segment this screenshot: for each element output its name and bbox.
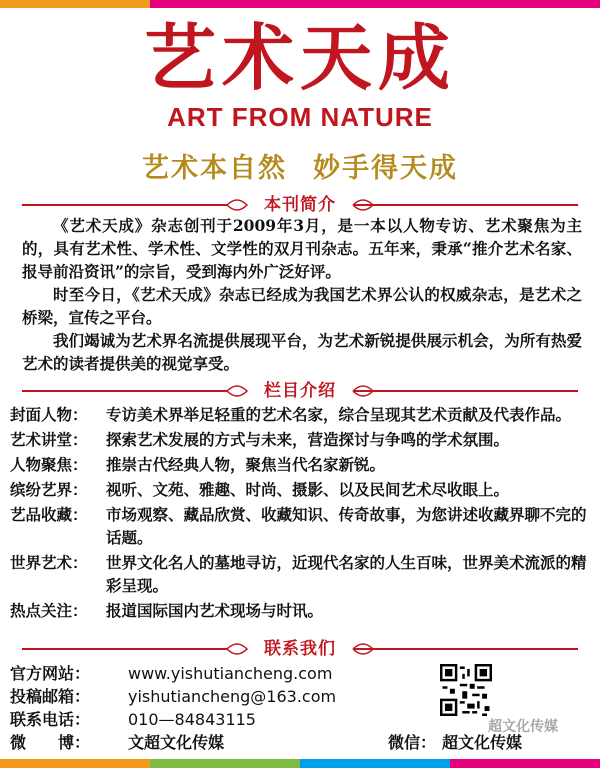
top-color-stripe xyxy=(0,0,600,8)
website-link[interactable]: www.yishutiancheng.com xyxy=(128,664,333,683)
bottom-color-stripe xyxy=(0,759,600,768)
list-item xyxy=(10,503,590,549)
column-text: 探索艺术发展的方式与未来，营造探讨与争鸣的学术氛围。 xyxy=(106,430,510,449)
list-item xyxy=(10,428,590,451)
wechat-label: 微信： 超文化传媒 xyxy=(388,733,523,752)
column-label: 热点关注： xyxy=(10,601,88,620)
column-text: 专访美术界举足轻重的艺术名家，综合呈现其艺术贡献及代表作品。 xyxy=(106,405,572,424)
tagline xyxy=(0,146,600,185)
column-label: 世界艺术： xyxy=(10,553,88,572)
column-text: 市场观察、藏品欣赏、收藏知识、传奇故事，为您讲述收藏界聊不完的话题。 xyxy=(106,505,587,547)
list-item xyxy=(10,551,590,597)
intro-text xyxy=(22,214,582,375)
watermark: 超文化传媒 xyxy=(488,719,558,735)
intro-paragraph: 《艺术天成》杂志创刊于2009年3月，是一本以人物专访、艺术聚焦为主的，具有艺术性、学术性、文学性的双月刊杂志。五年来，秉承“推介艺术名家、报导前沿资讯”的宗旨，受到海内外广泛好评。 xyxy=(22,216,582,281)
column-text: 报道国际国内艺术现场与时讯。 xyxy=(106,601,324,620)
contact-row-email xyxy=(10,685,430,708)
contact-label: 投稿邮箱： xyxy=(10,687,91,706)
magazine-logo xyxy=(0,14,600,133)
contact-heading-banner xyxy=(22,636,578,662)
contact-info xyxy=(10,662,430,754)
column-label: 艺术讲堂： xyxy=(10,430,88,449)
email-link[interactable]: yishutiancheng@163.com xyxy=(128,687,337,706)
intro-paragraph: 我们竭诚为艺术界名流提供展现平台，为艺术新锐提供展示机会，为所有热爱艺术的读者提供美的视觉享受。 xyxy=(22,331,582,373)
logo-subtitle: ART FROM NATURE xyxy=(167,102,433,132)
columns-list xyxy=(10,403,590,624)
column-text: 世界文化名人的墓地寻访，近现代名家的人生百味，世界美术流派的精彩呈现。 xyxy=(106,553,587,595)
tagline-right: 妙手得天成 xyxy=(313,153,458,184)
contact-row-website xyxy=(10,662,430,685)
qr-code-icon xyxy=(440,664,492,716)
columns-heading: 栏目介绍 xyxy=(264,381,336,401)
contact-label: 官方网站： xyxy=(10,664,91,683)
column-text: 推崇古代经典人物，聚焦当代名家新锐。 xyxy=(106,455,386,474)
weibo-account: 文超文化传媒 xyxy=(128,733,225,752)
contact-heading: 联系我们 xyxy=(264,639,336,659)
list-item xyxy=(10,599,590,622)
column-label: 人物聚焦： xyxy=(10,455,88,474)
column-label: 艺品收藏： xyxy=(10,505,88,524)
phone-number: 010—84843115 xyxy=(128,710,256,729)
logo-title: 艺术天成 xyxy=(143,16,456,100)
intro-paragraph: 时至今日，《艺术天成》杂志已经成为我国艺术界公认的权威杂志，是艺术之桥梁，宣传之平台。 xyxy=(22,285,582,327)
contact-row-phone xyxy=(10,708,430,731)
list-item xyxy=(10,453,590,476)
columns-heading-banner xyxy=(22,378,578,404)
contact-label: 联系电话： xyxy=(10,710,91,729)
contact-row-weibo xyxy=(10,731,430,754)
tagline-left: 艺术本自然 xyxy=(142,153,287,184)
list-item xyxy=(10,403,590,426)
column-text: 视听、文苑、雅趣、时尚、摄影、以及民间艺术尽收眼上。 xyxy=(106,480,510,499)
column-label: 缤纷艺界： xyxy=(10,480,88,499)
contact-label: 微 博： xyxy=(10,733,91,752)
column-label: 封面人物： xyxy=(10,405,88,424)
list-item xyxy=(10,478,590,501)
intro-heading: 本刊简介 xyxy=(264,195,336,215)
wechat-account: 超文化传媒 xyxy=(442,733,523,752)
